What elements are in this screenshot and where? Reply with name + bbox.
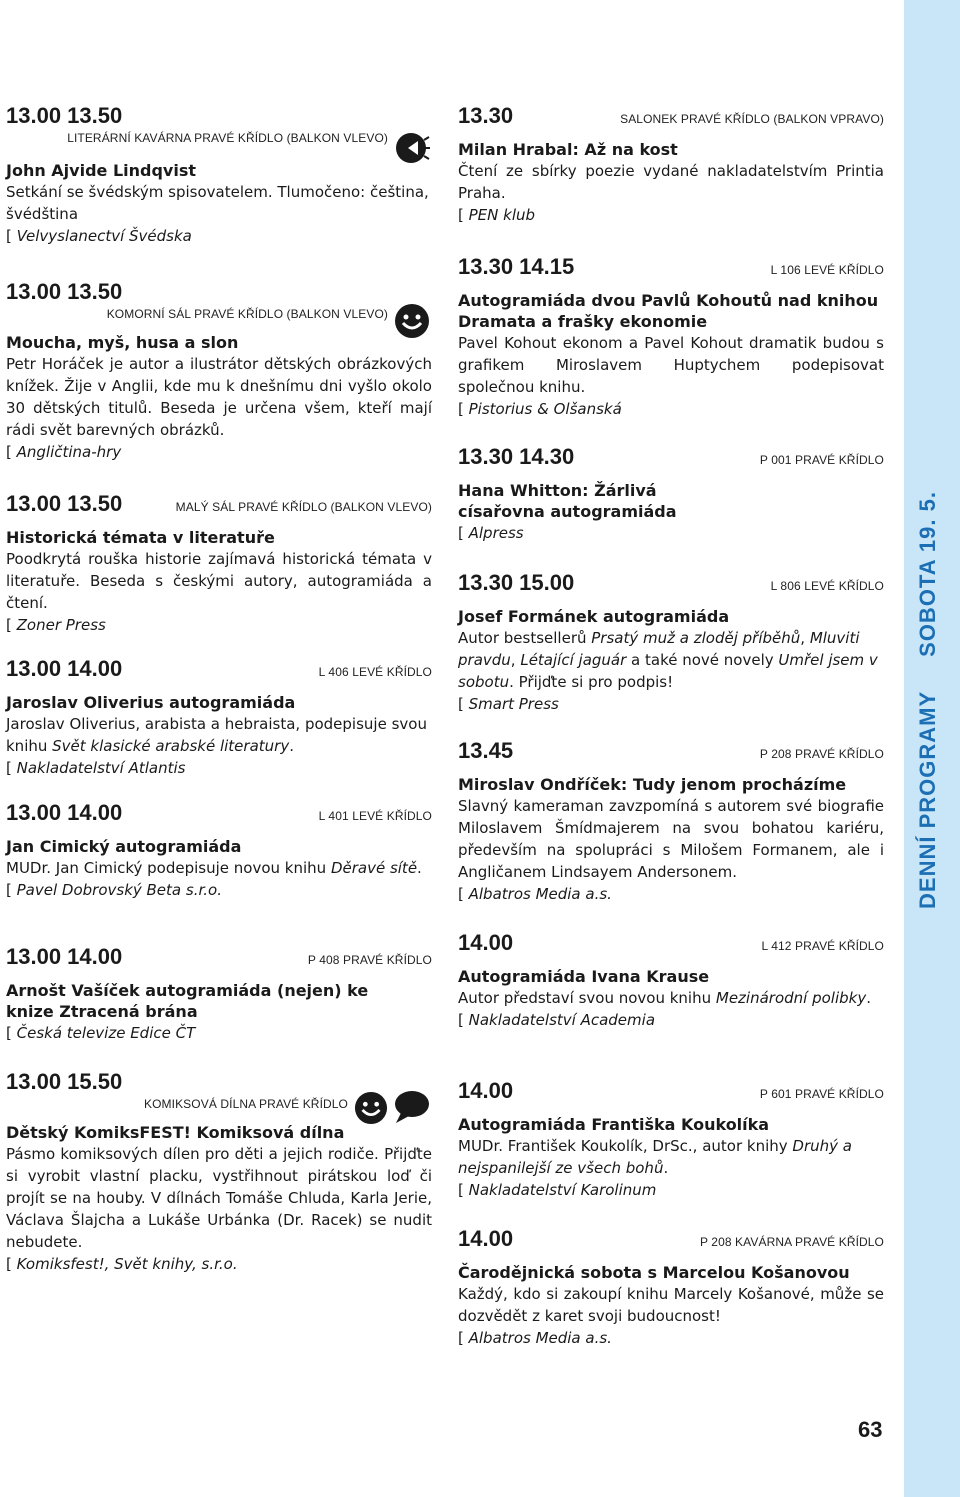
- event-title: Jaroslav Oliverius autogramiáda: [6, 693, 296, 712]
- event-description: [458, 627, 884, 693]
- book-title: Umřel jsem v sobotu: [458, 651, 878, 691]
- event-time: 13.45: [458, 738, 514, 763]
- speech-bubble-icon: [392, 1089, 430, 1125]
- event-publisher: [ Velvyslanectví Švédska: [6, 227, 192, 245]
- desc-text: .: [866, 989, 871, 1007]
- event-location: MALÝ SÁL PRAVÉ KŘÍDLO (BALKON VLEVO): [175, 500, 432, 514]
- event-description: Slavný kameraman zavzpomíná s autorem své biografie Miloslavem Šmídmajerem na svou bohatou kariéru, především na spolupráci s Milošem Formanem, ale i Angličanem Lindsayem Andersonem.: [458, 797, 884, 881]
- event-formanek: [458, 570, 884, 738]
- event-kosanova: [458, 1226, 884, 1349]
- event-time: 13.00 14.00: [6, 656, 123, 681]
- event-time: 13.30 14.15: [458, 254, 575, 279]
- book-title: Mluviti pravdu: [458, 629, 860, 669]
- event-time: 13.00 14.00: [6, 800, 123, 825]
- event-komiksfest: [6, 1069, 432, 1275]
- book-title: Prsatý muž a zloděj příběhů: [591, 629, 801, 647]
- event-cimicky: [6, 800, 432, 944]
- event-title: Jan Cimický autogramiáda: [6, 837, 242, 856]
- event-time: 13.00 15.50: [6, 1069, 123, 1094]
- event-location: KOMORNÍ SÁL PRAVÉ KŘÍDLO (BALKON VLEVO): [106, 307, 388, 321]
- publisher-name: PEN klub: [468, 206, 536, 224]
- event-description: Čtení ze sbírky poezie vydané nakladatelstvím Printia Praha.: [458, 162, 884, 202]
- publisher-name: Nakladatelství Karolinum: [468, 1181, 657, 1199]
- smiley-icon: [394, 303, 430, 339]
- desc-text: . Přijďte si pro podpis!: [509, 673, 674, 691]
- event-description: Petr Horáček je autor a ilustrátor dětských obrázkových knížek. Žije v Anglii, kde mu k dnešnímu dni vyšlo okolo 30 dětských titulů. Beseda je určena všem, kteří mají rádi svět barevných obrázků.: [6, 355, 432, 439]
- publisher-name: Albatros Media a.s.: [468, 885, 612, 903]
- event-publisher: [ Nakladatelství Atlantis: [6, 759, 186, 777]
- event-title: Autogramiáda dvou Pavlů Kohoutů nad knihou Dramata a frašky ekonomie: [458, 291, 879, 331]
- event-publisher: [ Pistorius & Olšanská: [458, 400, 622, 418]
- event-kraus: [458, 930, 884, 1078]
- event-location: P 208 KAVÁRNA PRAVÉ KŘÍDLO: [699, 1235, 884, 1249]
- event-publisher: [ Smart Press: [458, 695, 559, 713]
- event-title: Historická témata v literatuře: [6, 528, 275, 547]
- book-title: Mezinárodní polibky: [715, 989, 867, 1007]
- desc-text: Jaroslav Oliverius, arabista a hebraista, podepisuje svou knihu: [6, 715, 427, 755]
- event-publisher: [ Albatros Media a.s.: [458, 885, 612, 903]
- publisher-name: Smart Press: [468, 695, 559, 713]
- event-description: Setkání se švédským spisovatelem. Tlumočeno: čeština, švédština: [6, 183, 429, 223]
- desc-text: .: [289, 737, 294, 755]
- event-time: 13.30 14.30: [458, 444, 575, 469]
- event-kohout: [458, 254, 884, 444]
- event-location: P 001 PRAVÉ KŘÍDLO: [759, 453, 884, 467]
- event-location: SALONEK PRAVÉ KŘÍDLO (BALKON VPRAVO): [620, 112, 884, 126]
- desc-text: Autor představí svou novou knihu: [458, 989, 716, 1007]
- publisher-name: Nakladatelství Academia: [468, 1011, 656, 1029]
- publisher-name: Alpress: [468, 524, 524, 542]
- event-location: L 806 LEVÉ KŘÍDLO: [770, 579, 884, 593]
- event-hrabal: [458, 103, 884, 254]
- event-description: Pásmo komiksových dílen pro děti a jejich rodiče. Přijďte si vyrobit vlastní placku, vystřihnout pirátskou loď či projít se na houby. V dílnách Tomáše Chluda, Karla Jerie, Václava Šlajcha a Lukáše Urbánka (Dr. Racek) se nudit nebudete.: [6, 1145, 432, 1251]
- event-publisher: [ Komiksfest!, Svět knihy, s.r.o.: [6, 1255, 238, 1273]
- speaking-head-icon: [396, 131, 430, 165]
- event-location: L 106 LEVÉ KŘÍDLO: [770, 263, 884, 277]
- sidebar-section: DENNÍ PROGRAMY: [915, 690, 940, 909]
- event-publisher: [ Angličtina-hry: [6, 443, 122, 461]
- event-vasicek: [6, 944, 432, 1069]
- right-column: [458, 103, 884, 1349]
- event-time: 13.00 13.50: [6, 103, 123, 128]
- event-location: L 401 LEVÉ KŘÍDLO: [318, 809, 432, 823]
- desc-text: a také nové novely: [626, 651, 779, 669]
- left-column: [6, 103, 432, 1275]
- book-title: Děravé sítě: [330, 859, 418, 877]
- event-title: Autogramiáda Ivana Krause: [458, 967, 710, 986]
- event-historicka-temata: [6, 491, 432, 656]
- event-time: 14.00: [458, 930, 514, 955]
- event-description: [6, 713, 432, 757]
- sidebar-label: [915, 491, 941, 909]
- event-description: [458, 987, 884, 1009]
- desc-text: ,: [510, 651, 521, 669]
- event-lindqvist: [6, 103, 432, 279]
- event-koukolik: [458, 1078, 884, 1226]
- desc-text: .: [663, 1159, 669, 1177]
- event-time: 13.30: [458, 103, 514, 128]
- smiley-icon: [354, 1091, 388, 1125]
- publisher-name: Zoner Press: [16, 616, 106, 634]
- event-time: 13.00 13.50: [6, 279, 123, 304]
- event-location: P 408 PRAVÉ KŘÍDLO: [307, 953, 432, 967]
- book-title: Druhý a nejspanilejší ze všech bohů: [458, 1137, 852, 1177]
- event-whitton: [458, 444, 884, 570]
- event-time: 14.00: [458, 1078, 514, 1103]
- desc-text: MUDr. Jan Cimický podepisuje novou knihu: [6, 859, 331, 877]
- book-title: Létající jaguár: [520, 651, 627, 669]
- event-oliverius: [6, 656, 432, 800]
- event-time: 14.00: [458, 1226, 514, 1251]
- publisher-name: Albatros Media a.s.: [468, 1329, 612, 1347]
- desc-text: .: [417, 859, 422, 877]
- event-location: L 406 LEVÉ KŘÍDLO: [318, 665, 432, 679]
- event-title: Miroslav Ondříček: Tudy jenom procházíme: [458, 775, 847, 794]
- event-title: Josef Formánek autogramiáda: [458, 607, 730, 626]
- event-horacek: [6, 279, 432, 491]
- event-publisher: [ Pavel Dobrovský Beta s.r.o.: [6, 881, 222, 899]
- publisher-name: Velvyslanectví Švédska: [16, 227, 192, 245]
- event-title: Autogramiáda Františka Koukolíka: [458, 1115, 770, 1134]
- publisher-name: Pavel Dobrovský Beta s.r.o.: [16, 881, 222, 899]
- event-location: L 412 PRAVÉ KŘÍDLO: [761, 939, 884, 953]
- event-location: LITERÁRNÍ KAVÁRNA PRAVÉ KŘÍDLO (BALKON VLEVO): [67, 131, 388, 145]
- event-location: KOMIKSOVÁ DÍLNA PRAVÉ KŘÍDLO: [144, 1097, 348, 1111]
- desc-text: Autor bestsellerů: [458, 629, 592, 647]
- event-location: P 601 PRAVÉ KŘÍDLO: [759, 1087, 884, 1101]
- event-location: P 208 PRAVÉ KŘÍDLO: [759, 747, 884, 761]
- event-title: Moucha, myš, husa a slon: [6, 333, 239, 352]
- event-title: John Ajvide Lindqvist: [6, 161, 197, 180]
- publisher-name: Nakladatelství Atlantis: [16, 759, 186, 777]
- event-publisher: [ Zoner Press: [6, 616, 106, 634]
- publisher-name: Angličtina-hry: [16, 443, 122, 461]
- event-title: Hana Whitton: Žárlivá císařovna autogramiáda: [458, 481, 677, 521]
- publisher-name: Česká televize Edice ČT: [16, 1024, 196, 1042]
- publisher-name: Pistorius & Olšanská: [468, 400, 622, 418]
- event-title: Čarodějnická sobota s Marcelou Košanovou: [458, 1263, 850, 1282]
- event-publisher: [ Alpress: [458, 524, 524, 542]
- event-description: Poodkrytá rouška historie zajímavá historická témata v literatuře. Beseda s českými autory, autogramiáda a čtení.: [6, 550, 432, 612]
- event-publisher: [ Nakladatelství Academia: [458, 1011, 656, 1029]
- event-title: Arnošt Vašíček autogramiáda (nejen) ke knize Ztracená brána: [6, 981, 369, 1021]
- event-ondricek: [458, 738, 884, 930]
- desc-text: ,: [800, 629, 810, 647]
- event-time: 13.30 15.00: [458, 570, 575, 595]
- event-description: Každý, kdo si zakoupí knihu Marcely Košanové, může se dozvědět z karet svoji budoucnost!: [458, 1285, 884, 1325]
- desc-text: MUDr. František Koukolík, DrSc., autor knihy: [458, 1137, 793, 1155]
- event-publisher: [ Albatros Media a.s.: [458, 1329, 612, 1347]
- event-description: [6, 857, 432, 879]
- event-publisher: [ Nakladatelství Karolinum: [458, 1181, 657, 1199]
- page-number: 63: [858, 1417, 883, 1442]
- event-description: Pavel Kohout ekonom a Pavel Kohout dramatik budou s grafikem Miroslavem Huptychem podepisovat společnou knihu.: [458, 334, 884, 396]
- event-publisher: [ Česká televize Edice ČT: [6, 1024, 196, 1042]
- publisher-name: Komiksfest!, Svět knihy, s.r.o.: [16, 1255, 238, 1273]
- event-title: Dětský KomiksFEST! Komiksová dílna: [6, 1123, 345, 1142]
- sidebar-day: SOBOTA 19. 5.: [915, 491, 940, 657]
- event-time: 13.00 14.00: [6, 944, 123, 969]
- event-description: [458, 1135, 884, 1179]
- event-time: 13.00 13.50: [6, 491, 123, 516]
- book-title: Svět klasické arabské literatury: [52, 737, 290, 755]
- event-title: Milan Hrabal: Až na kost: [458, 140, 678, 159]
- event-publisher: [ PEN klub: [458, 206, 536, 224]
